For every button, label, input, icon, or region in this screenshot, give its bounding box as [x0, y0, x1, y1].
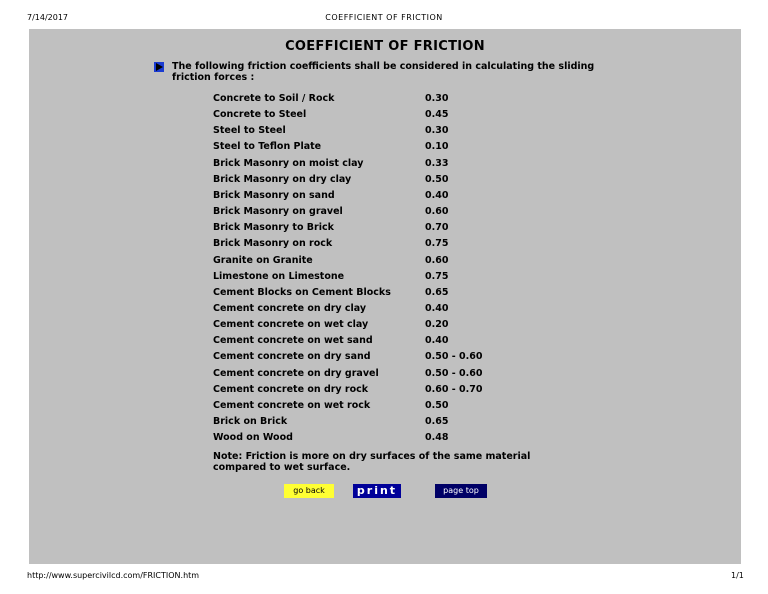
triangle-bullet-icon [154, 62, 164, 72]
friction-coefficient: 0.40 [425, 189, 449, 201]
note-text: Note: Friction is more on dry surfaces of the same material compared to wet surface. [213, 451, 531, 473]
material-name: Cement Blocks on Cement Blocks [213, 286, 391, 298]
page-top-button[interactable]: page top [435, 484, 487, 498]
material-name: Brick Masonry to Brick [213, 222, 334, 234]
friction-coefficient: 0.75 [425, 238, 449, 250]
material-name: Cement concrete on wet sand [213, 335, 373, 347]
material-name: Steel to Teflon Plate [213, 141, 322, 153]
print-header-date: 7/14/2017 [27, 13, 69, 22]
friction-coefficient: 0.30 [425, 93, 449, 104]
material-name: Cement concrete on dry clay [213, 302, 367, 314]
content-panel [29, 29, 741, 564]
friction-coefficient: 0.50 [425, 399, 449, 411]
friction-coefficient: 0.50 - 0.60 [425, 367, 483, 379]
material-name: Granite on Granite [213, 254, 313, 266]
friction-coefficient: 0.40 [425, 335, 449, 347]
material-name: Cement concrete on dry gravel [213, 367, 379, 379]
go-back-button[interactable]: go back [284, 484, 334, 498]
material-name: Brick Masonry on sand [213, 189, 335, 201]
friction-coefficient: 0.65 [425, 286, 449, 298]
friction-coefficient: 0.50 - 0.60 [425, 351, 483, 363]
material-name: Cement concrete on wet clay [213, 319, 369, 331]
friction-coefficient: 0.48 [425, 432, 449, 444]
friction-coefficient: 0.30 [425, 125, 449, 137]
material-name: Cement concrete on dry sand [213, 351, 371, 363]
friction-coefficient: 0.20 [425, 319, 449, 331]
friction-coefficient: 0.10 [425, 141, 449, 153]
friction-coefficient: 0.60 [425, 254, 449, 266]
friction-coefficient: 0.65 [425, 416, 449, 427]
friction-coefficient: 0.60 - 0.70 [425, 383, 483, 395]
friction-coefficient: 0.60 [425, 206, 449, 218]
material-name: Brick Masonry on moist clay [213, 157, 364, 169]
friction-coefficient: 0.70 [425, 222, 449, 234]
friction-coefficient: 0.45 [425, 109, 449, 121]
material-name: Wood on Wood [213, 432, 293, 444]
material-name: Concrete to Steel [213, 109, 307, 121]
friction-coefficient: 0.50 [425, 173, 449, 185]
print-header-title: COEFFICIENT OF FRICTION [325, 13, 443, 22]
print-button[interactable]: print [353, 484, 401, 498]
intro-text: The following friction coefficients shall be considered in calculating the sliding friction forces : [172, 61, 595, 83]
material-name: Limestone on Limestone [213, 270, 345, 282]
friction-coefficient: 0.75 [425, 270, 449, 282]
material-name: Brick on Brick [213, 416, 288, 427]
footer-url: http://www.supercivilcd.com/FRICTION.htm [27, 571, 200, 580]
material-name: Cement concrete on dry rock [213, 383, 369, 395]
material-name: Cement concrete on wet rock [213, 399, 371, 411]
material-name: Steel to Steel [213, 125, 286, 137]
material-name: Brick Masonry on gravel [213, 206, 343, 218]
material-name: Brick Masonry on rock [213, 238, 333, 250]
material-name: Concrete to Soil / Rock [213, 93, 335, 104]
page-title: COEFFICIENT OF FRICTION [285, 39, 485, 54]
friction-coefficient: 0.40 [425, 302, 449, 314]
material-name: Brick Masonry on dry clay [213, 173, 352, 185]
friction-coefficient: 0.33 [425, 157, 449, 169]
footer-page-number: 1/1 [731, 571, 744, 580]
